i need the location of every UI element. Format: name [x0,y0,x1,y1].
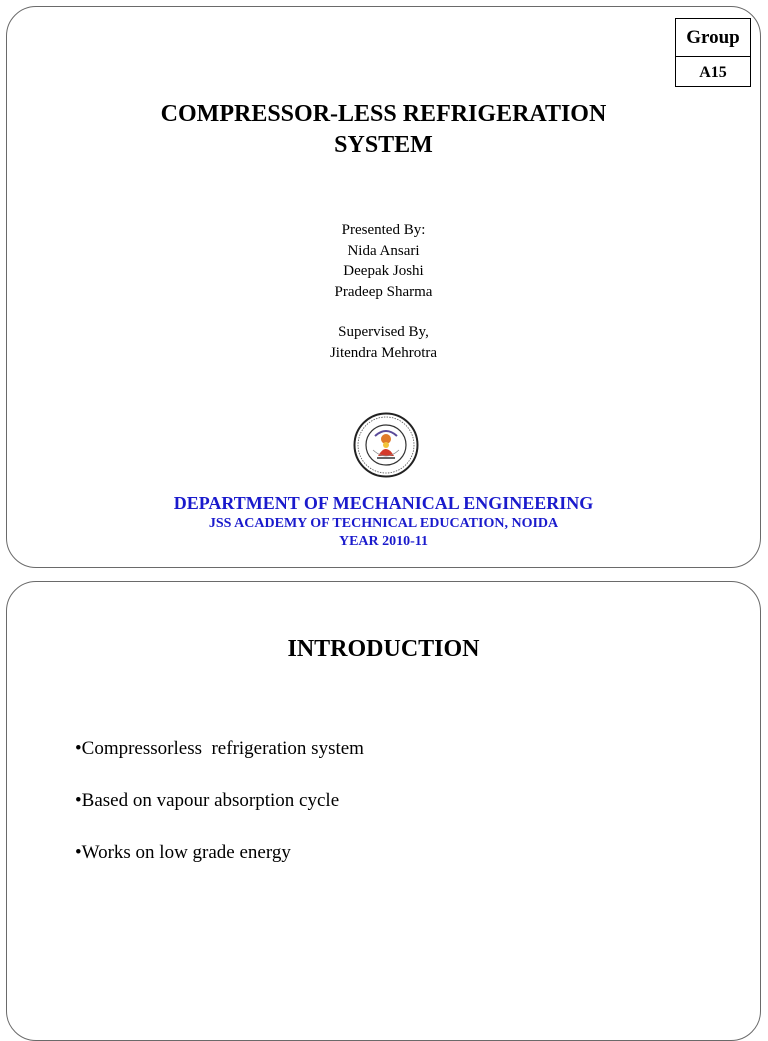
bullet-list [75,737,364,893]
presentation-title [7,99,760,161]
institute-name: JSS ACADEMY OF TECHNICAL EDUCATION, NOIDA [208,516,559,531]
bullet-item: •Works on low grade energy [75,842,291,863]
group-box [675,18,751,87]
slide-title: INTRODUCTION [287,636,480,662]
title-line-1: COMPRESSOR-LESS REFRIGERATION [160,101,607,127]
introduction-slide [6,581,761,1041]
presenter-name: Pradeep Sharma [334,283,433,300]
group-value: A15 [699,64,727,81]
title-slide [6,6,761,568]
spacer [7,302,760,322]
credits [7,220,760,364]
department-name: DEPARTMENT OF MECHANICAL ENGINEERING [173,493,594,513]
bullet-item: •Compressorless refrigeration system [75,738,364,759]
presenter-name: Deepak Joshi [343,263,424,280]
supervised-by-label: Supervised By, [338,324,429,341]
bullet-item: •Based on vapour absorption cycle [75,790,340,811]
presented-by-label: Presented By: [341,222,426,238]
college-seal-icon [353,412,419,478]
group-label: Group [676,19,750,57]
department-block [7,491,760,551]
academic-year: YEAR 2010-11 [338,534,429,549]
presenter-name: Nida Ansari [347,242,420,259]
title-line-2: SYSTEM [334,132,433,158]
supervisor-name: Jitendra Mehrotra [329,344,438,361]
